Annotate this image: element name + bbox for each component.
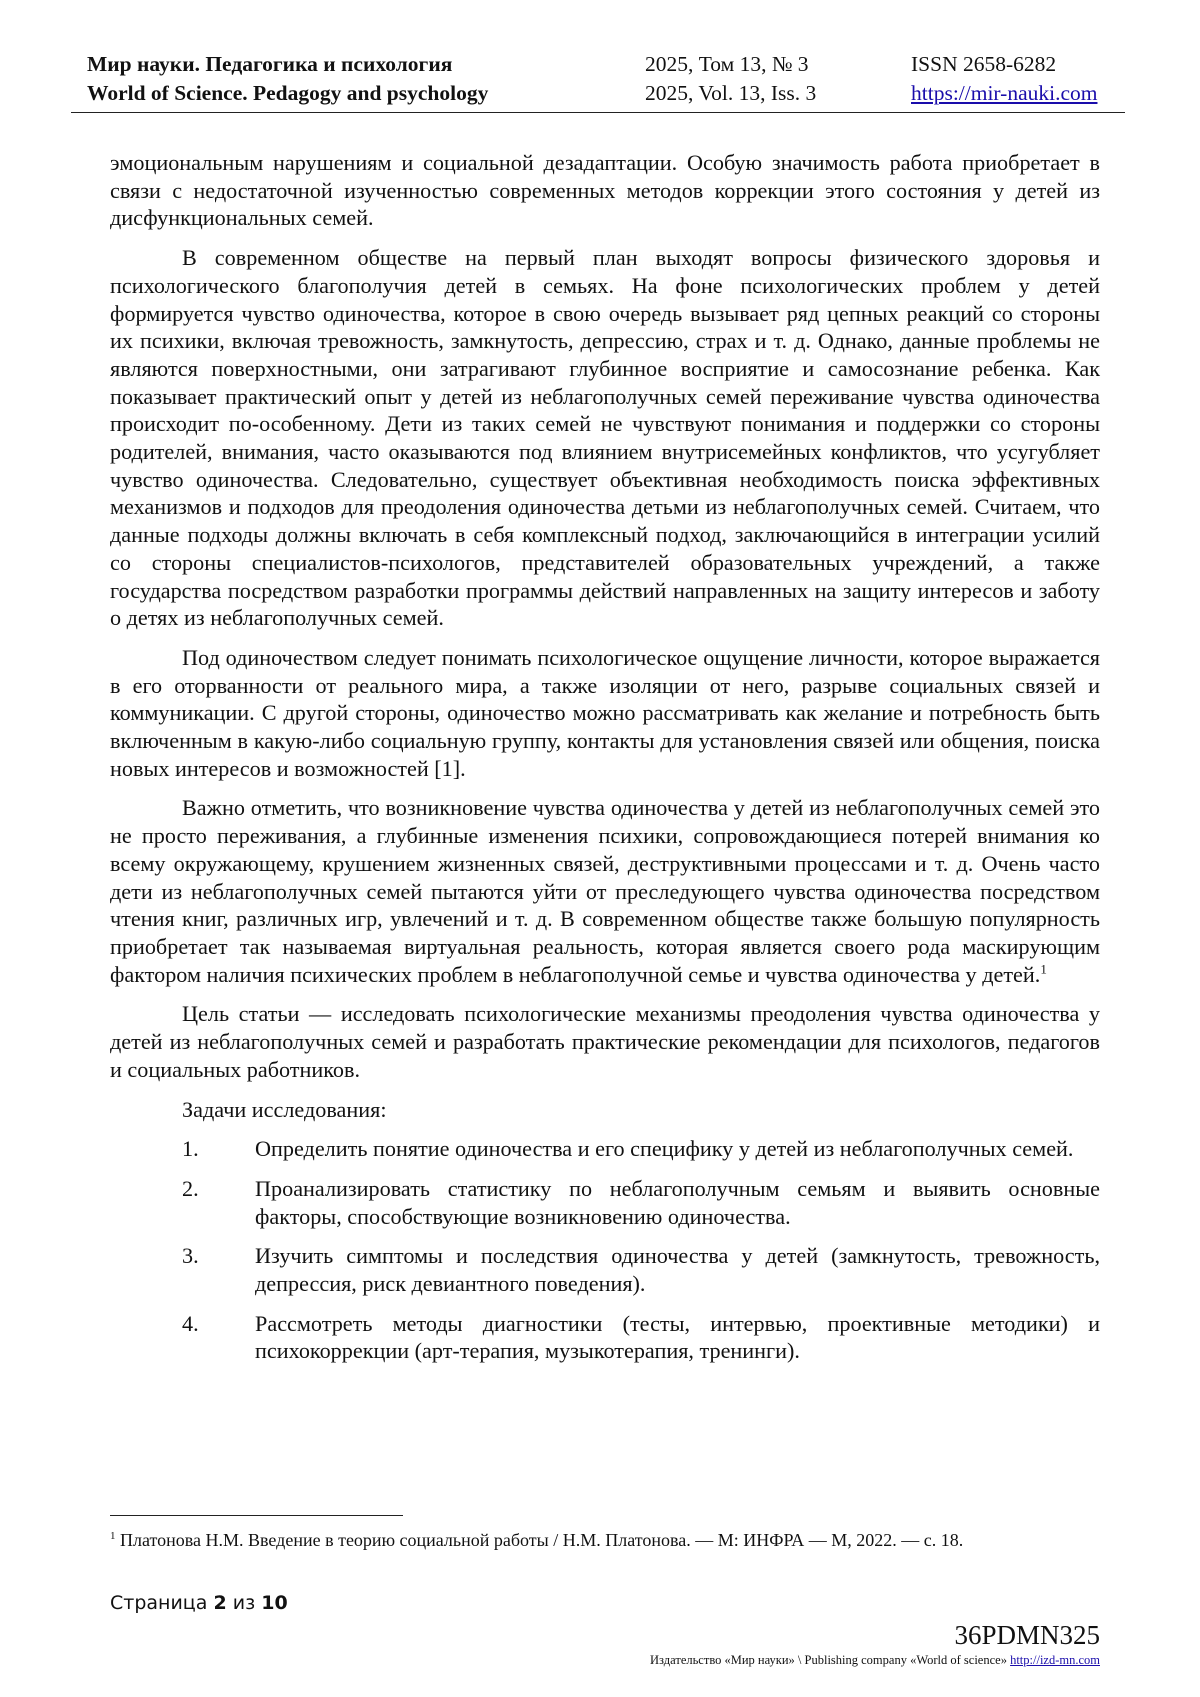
paragraph-continued: эмоциональным нарушениям и социальной дезадаптации. Особую значимость работа приобретает в связи с недостаточной изученностью современных методов коррекции этого состояния у детей из дисфункциональных семей. bbox=[110, 150, 1100, 231]
task-item bbox=[110, 1175, 1100, 1230]
footnote-text: Платонова Н.М. Введение в теорию социальной работы / Н.М. Платонова. — М: ИНФРА — М, 2022. — с. 18. bbox=[120, 1530, 964, 1550]
task-number: 1. bbox=[182, 1136, 199, 1162]
header-divider bbox=[71, 112, 1125, 113]
issue-en: 2025, Vol. 13, Iss. 3 bbox=[645, 81, 817, 105]
paragraph: Под одиночеством следует понимать психологическое ощущение личности, которое выражается в его оторванности от реального мира, а также изоляции от него, разрыве социальных связей и коммуникации. С другой стороны, одиночество можно рассматривать как желание и потребность быть включенным в какую-либо социальную группу, контакты для установления связей или общения, поиска новых интересов и возможностей [1]. bbox=[110, 644, 1100, 781]
task-text: Рассмотреть методы диагностики (тесты, интервью, проективные методики) и психокоррекции (арт-терапия, музыкотерапия, тренинги). bbox=[255, 1310, 1100, 1364]
journal-url-link[interactable]: https://mir-nauki.com bbox=[911, 81, 1098, 105]
publisher-text: Издательство «Мир науки» \ Publishing company «World of science» bbox=[650, 1653, 1007, 1667]
task-item bbox=[110, 1242, 1100, 1297]
task-text: Изучить симптомы и последствия одиночества у детей (замкнутость, тревожность, депрессия, риск девиантного поведения). bbox=[255, 1243, 1100, 1297]
footnote-mark: 1 bbox=[110, 1530, 116, 1542]
issn: ISSN 2658-6282 bbox=[911, 52, 1057, 76]
page-number bbox=[110, 1590, 288, 1616]
task-item bbox=[110, 1310, 1100, 1365]
article-body bbox=[110, 149, 1100, 1377]
tasks-heading: Задачи исследования: bbox=[182, 1096, 387, 1122]
footnote-reference[interactable]: 1 bbox=[1040, 961, 1047, 977]
journal-title-ru: Мир науки. Педагогика и психология bbox=[87, 52, 453, 76]
task-number: 4. bbox=[182, 1310, 199, 1336]
publisher-url-link[interactable]: http://izd-mn.com bbox=[1010, 1653, 1100, 1667]
task-text: Проанализировать статистику по неблагополучным семьям и выявить основные факторы, способствующие возникновению одиночества. bbox=[255, 1175, 1100, 1229]
issue-info bbox=[645, 50, 816, 108]
page-total: 10 bbox=[261, 1592, 288, 1614]
paragraph-text: Важно отметить, что возникновение чувства одиночества у детей из неблагополучных семей это не просто переживания, а глубинные изменения психики, сопровождающиеся потерей внимания ко всему окружающему, крушением жизненных связей, деструктивными процессами и т. д. Очень часто дети из неблагополучных семей пытаются уйти от преследующего чувства одиночества посредством чтения книг, различных игр, увлечений и т. д. В современном обществе также большую популярность приобретает так называемая виртуальная реальность, которая является своего рода маскирующим фактором наличия психических проблем в неблагополучной семье и чувства одиночества у детей. bbox=[110, 795, 1100, 987]
footnote bbox=[110, 1528, 1110, 1552]
page-word: Страница bbox=[110, 1592, 208, 1614]
footnote-divider bbox=[110, 1515, 403, 1516]
issn-block bbox=[911, 50, 1097, 108]
task-text: Определить понятие одиночества и его специфику у детей из неблагополучных семей. bbox=[255, 1136, 1074, 1162]
page-current: 2 bbox=[213, 1592, 227, 1614]
article-code: 36PDMN325 bbox=[954, 1620, 1100, 1650]
task-number: 2. bbox=[182, 1175, 199, 1201]
paragraph-goal: Цель статьи — исследовать психологические механизмы преодоления чувства одиночества у детей из неблагополучных семей и разработать практические рекомендации для психологов, педагогов и социальных работников. bbox=[110, 1001, 1100, 1082]
paragraph-with-footnote bbox=[110, 794, 1100, 988]
task-number: 3. bbox=[182, 1243, 199, 1269]
paragraph: В современном обществе на первый план выходят вопросы физического здоровья и психологического благополучия детей в семьях. На фоне психологических проблем у детей формируется чувство одиночества, которое в свою очередь вызывает ряд цепных реакций со стороны их психики, включая тревожность, замкнутость, депрессию, страх и т. д. Однако, данные проблемы не являются поверхностными, они затрагивают глубинное восприятие и самосознание ребенка. Как показывает практический опыт у детей из неблагополучных семей переживание чувства одиночества происходит по-особенному. Дети из таких семей не чувствуют понимания и поддержки со стороны родителей, внимания, часто оказываются под влиянием внутрисемейных конфликтов, что усугубляет чувство одиночества. Следовательно, существует объективная необходимость поиска эффективных механизмов и подходов для преодоления одиночества детьми из неблагополучных семей. Считаем, что данные подходы должны включать в себя комплексный подход, заключающийся в интеграции усилий со стороны специалистов-психологов, представителей образовательных учреждений, а также государства посредством разработки программы действий направленных на защиту интересов и заботу о детях из неблагополучных семей. bbox=[110, 245, 1100, 631]
journal-title bbox=[87, 50, 488, 108]
task-item bbox=[110, 1135, 1100, 1163]
journal-title-en: World of Science. Pedagogy and psychology bbox=[87, 81, 489, 105]
page-header bbox=[71, 50, 1125, 112]
page-of: из bbox=[232, 1592, 256, 1614]
publisher-line bbox=[650, 1652, 1100, 1668]
issue-ru: 2025, Том 13, № 3 bbox=[645, 52, 809, 76]
